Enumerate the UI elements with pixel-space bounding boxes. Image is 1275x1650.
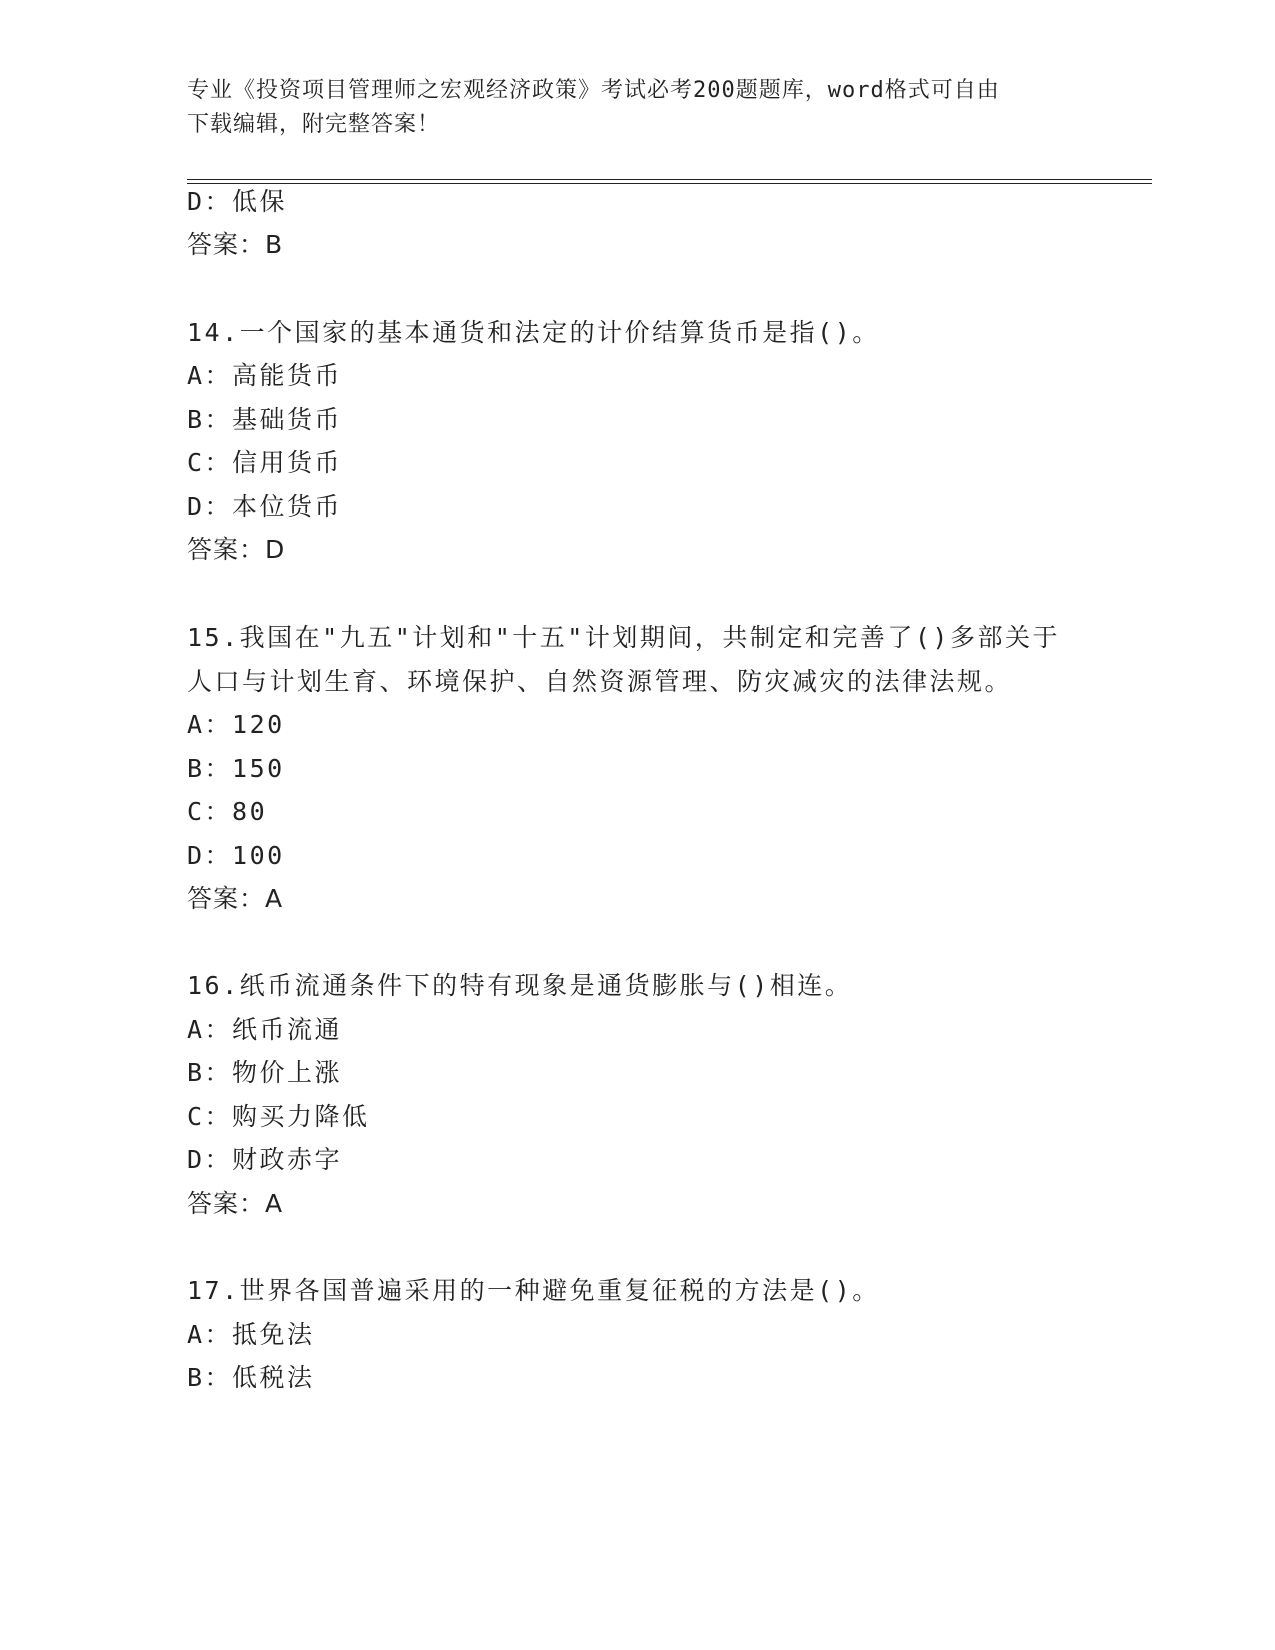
question-17-option-a: A：抵免法 — [187, 1320, 315, 1349]
question-16-option-b: B：物价上涨 — [187, 1058, 343, 1087]
question-15-stem-line-1: 15.我国在"九五"计划和"十五"计划期间，共制定和完善了()多部关于 — [187, 623, 1060, 652]
question-14-answer: 答案：D — [187, 535, 286, 564]
question-14-option-d: D：本位货币 — [187, 492, 343, 521]
question-17-option-b: B：低税法 — [187, 1363, 315, 1392]
header-divider-bottom — [187, 183, 1152, 184]
question-15-stem-line-2: 人口与计划生育、环境保护、自然资源管理、防灾减灾的法律法规。 — [187, 667, 1013, 696]
question-14-option-c: C：信用货币 — [187, 448, 343, 477]
question-16-option-c: C：购买力降低 — [187, 1102, 370, 1131]
header-line-1: 专业《投资项目管理师之宏观经济政策》考试必考200题题库，word格式可自由 — [187, 78, 1000, 103]
question-15-option-d: D：100 — [187, 841, 285, 870]
document-header — [187, 74, 1067, 142]
answer: 答案：B — [187, 230, 284, 259]
question-16-option-a: A：纸币流通 — [187, 1015, 343, 1044]
question-16-stem: 16.纸币流通条件下的特有现象是通货膨胀与()相连。 — [187, 971, 853, 1000]
question-16-answer: 答案：A — [187, 1189, 284, 1218]
question-17-stem: 17.世界各国普遍采用的一种避免重复征税的方法是()。 — [187, 1276, 880, 1305]
question-14-stem: 14.一个国家的基本通货和法定的计价结算货币是指()。 — [187, 318, 880, 347]
header-line-2: 下载编辑，附完整答案！ — [187, 112, 441, 137]
question-14-option-b: B：基础货币 — [187, 405, 343, 434]
option-d: D：低保 — [187, 187, 288, 216]
question-16-option-d: D：财政赤字 — [187, 1145, 343, 1174]
question-15-option-c: C：80 — [187, 797, 268, 826]
question-15-option-a: A：120 — [187, 710, 285, 739]
question-15-option-b: B：150 — [187, 754, 285, 783]
question-15-answer: 答案：A — [187, 884, 284, 913]
question-14-option-a: A：高能货币 — [187, 361, 343, 390]
header-divider-top — [187, 179, 1152, 180]
